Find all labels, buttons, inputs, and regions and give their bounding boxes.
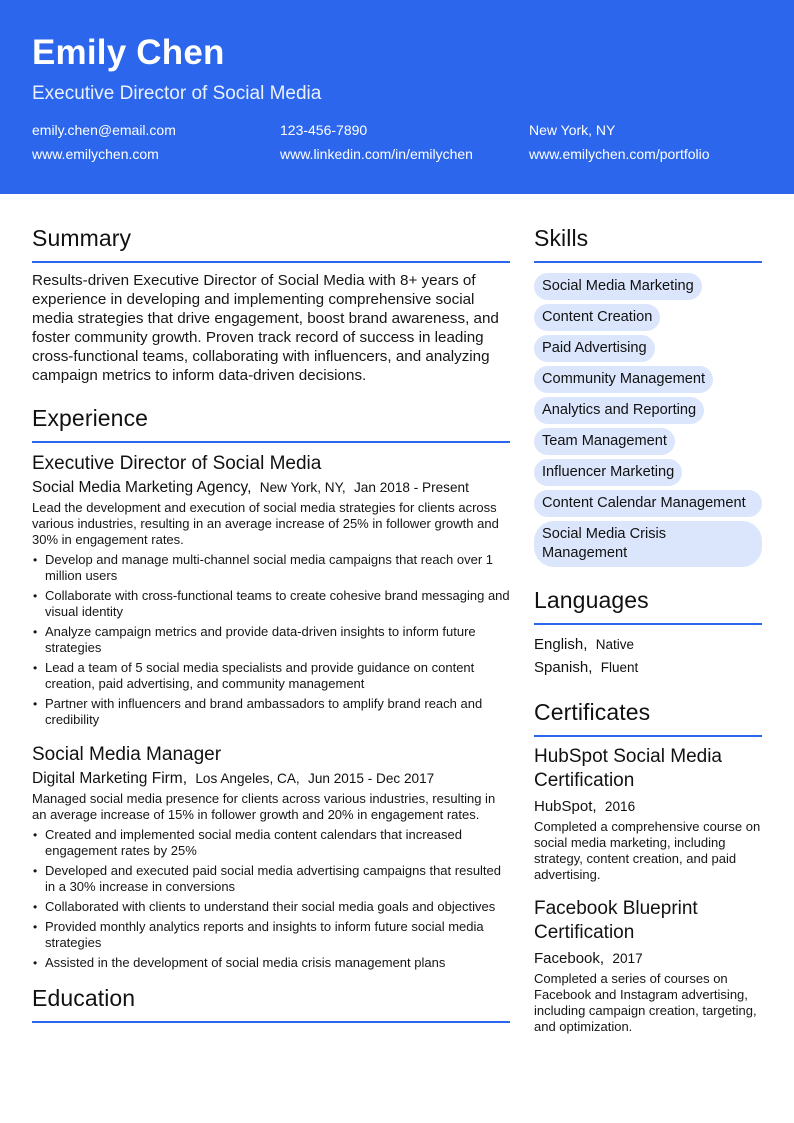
skill-pill: Community Management [534, 366, 713, 393]
skill-pill: Paid Advertising [534, 335, 655, 362]
skills-list [534, 273, 762, 567]
job-company: Digital Marketing Firm, [32, 770, 188, 787]
contact-portfolio[interactable]: www.emilychen.com/portfolio [529, 146, 710, 162]
certificate-year: 2017 [612, 951, 643, 966]
job-bullets [32, 827, 510, 971]
job-role: Social Media Manager [32, 744, 222, 765]
certificate-entry [534, 897, 762, 1035]
job-location: New York, NY, [259, 480, 346, 495]
job-bullets [32, 552, 510, 728]
contact-phone[interactable]: 123-456-7890 [280, 122, 368, 138]
languages-heading: Languages [534, 587, 762, 625]
contact-email[interactable]: emily.chen@email.com [32, 122, 176, 138]
skill-pill: Social Media Crisis Management [534, 521, 762, 567]
job-bullet: • Analyze campaign metrics and provide data-driven insights to inform future strategies [32, 624, 510, 656]
skill-pill: Analytics and Reporting [534, 397, 704, 424]
job-bullet: • Developed and executed paid social media advertising campaigns that resulted in a 30% increase in conversions [32, 863, 510, 895]
certificate-entry [534, 745, 762, 883]
job-company: Social Media Marketing Agency, [32, 479, 252, 496]
certificate-year: 2016 [604, 799, 636, 814]
skills-heading: Skills [534, 225, 762, 263]
job-bullet: • Provided monthly analytics reports and insights to inform future social media strategies [32, 919, 510, 951]
resume-header [0, 0, 794, 194]
education-heading: Education [32, 985, 510, 1023]
contact-linkedin[interactable]: www.linkedin.com/in/emilychen [280, 146, 473, 162]
job-bullet: • Created and implemented social media content calendars that increased engagement rates by 25% [32, 827, 510, 859]
certificates-heading: Certificates [534, 699, 762, 737]
skill-pill: Team Management [534, 428, 675, 455]
candidate-title: Executive Director of Social Media [32, 83, 322, 104]
certificate-meta [534, 949, 762, 969]
summary-heading: Summary [32, 225, 510, 263]
certificate-name: Facebook Blueprint Certification [534, 898, 698, 943]
language-item [534, 656, 762, 679]
job-dates: Jun 2015 - Dec 2017 [308, 771, 435, 786]
certificate-issuer: HubSpot, [534, 798, 597, 815]
language-name: English, [534, 636, 588, 653]
certificate-meta [534, 797, 762, 817]
job-entry [32, 742, 510, 971]
certificate-description: Completed a series of courses on Facebook and Instagram advertising, including campaign creation, targeting, and optimization. [534, 971, 757, 1034]
job-location: Los Angeles, CA, [195, 771, 300, 786]
job-bullet: • Develop and manage multi-channel social media campaigns that reach over 1 million users [32, 552, 510, 584]
job-description: Managed social media presence for clients across various industries, resulting in an average increase of 15% in follower growth and 20% in engagement rates. [32, 791, 496, 822]
candidate-name: Emily Chen [32, 33, 225, 72]
language-name: Spanish, [534, 659, 593, 676]
job-bullet: • Lead a team of 5 social media specialists and provide guidance on content creation, paid advertising, and community management [32, 660, 510, 692]
side-column [534, 225, 762, 1049]
experience-heading: Experience [32, 405, 510, 443]
job-bullet: • Partner with influencers and brand ambassadors to amplify brand reach and credibility [32, 696, 510, 728]
main-column [32, 225, 510, 1031]
contact-location: New York, NY [529, 122, 616, 138]
job-meta [32, 478, 510, 498]
skill-pill: Content Calendar Management [534, 490, 762, 517]
certificate-name: HubSpot Social Media Certification [534, 746, 722, 791]
language-level: Fluent [600, 660, 639, 675]
job-bullet: • Collaborate with cross-functional teams to create cohesive brand messaging and visual identity [32, 588, 510, 620]
job-entry [32, 451, 510, 728]
job-meta [32, 769, 510, 789]
skill-pill: Social Media Marketing [534, 273, 702, 300]
job-dates: Jan 2018 - Present [354, 480, 469, 495]
certificate-issuer: Facebook, [534, 950, 605, 967]
job-bullet: • Collaborated with clients to understand their social media goals and objectives [32, 899, 510, 915]
skill-pill: Influencer Marketing [534, 459, 682, 486]
language-item [534, 633, 762, 656]
skill-pill: Content Creation [534, 304, 660, 331]
summary-text: Results-driven Executive Director of Social Media with 8+ years of experience in developing and implementing comprehensive social media strategies that drive engagement, boost brand awareness, and foster community growth. Proven track record of success in leading cross-functional teams, collaborating with influencers, and analyzing campaign metrics to inform data-driven decisions. [32, 272, 499, 384]
language-level: Native [595, 637, 634, 652]
job-role: Executive Director of Social Media [32, 453, 322, 474]
languages-list [534, 633, 762, 679]
job-description: Lead the development and execution of social media strategies for clients across various industries, resulting in an average increase of 25% in follower growth and 30% in engagement rates. [32, 500, 499, 547]
contact-website[interactable]: www.emilychen.com [32, 146, 159, 162]
job-bullet: • Assisted in the development of social media crisis management plans [32, 955, 510, 971]
certificate-description: Completed a comprehensive course on social media marketing, including strategy, content creation, and paid advertising. [534, 819, 761, 882]
